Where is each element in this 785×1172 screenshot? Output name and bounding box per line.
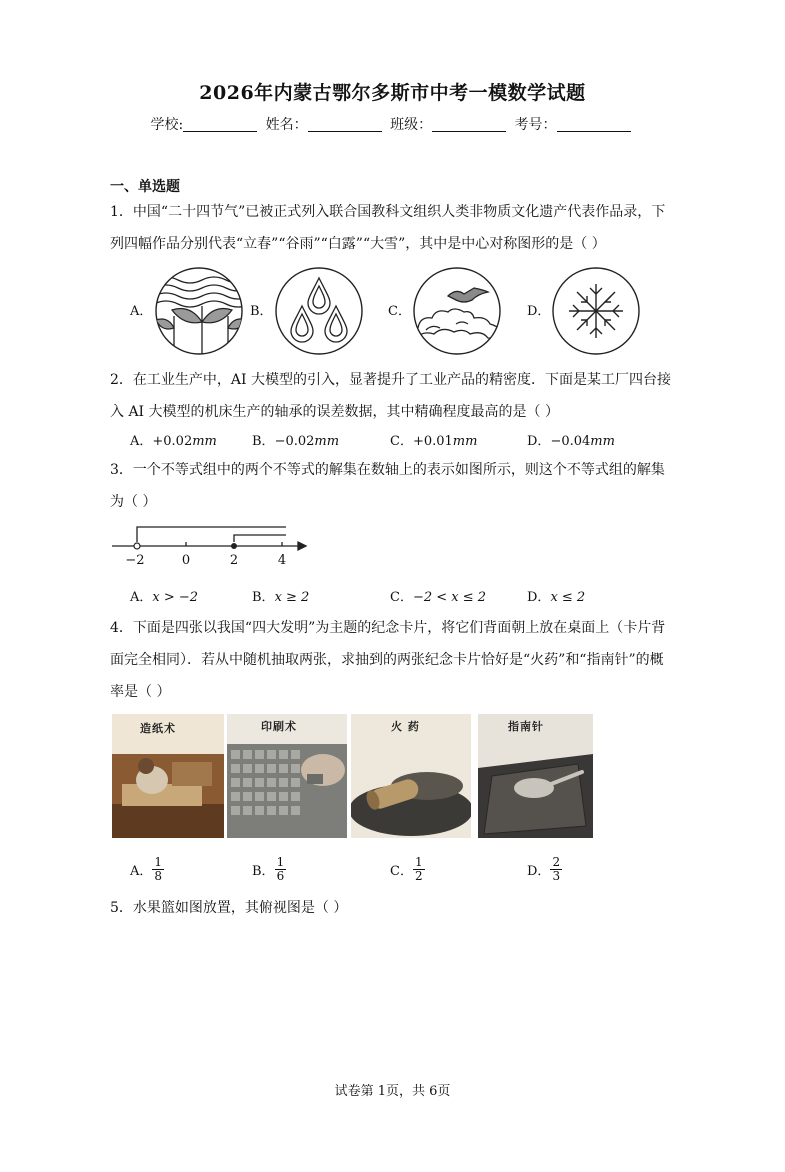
question-4-line-3: 率是（ ） [110, 684, 171, 700]
q4-option-d: D． $\frac{2}{3}$ [527, 855, 561, 883]
q2-option-a: A．+0.02mm [130, 434, 217, 449]
page-footer: 试卷第 1页，共 6页 [334, 1084, 451, 1099]
card-label-papermaking: 造纸术 [140, 722, 176, 735]
number-line-arrow [298, 542, 306, 550]
q1-option-c-label: C． [388, 304, 411, 319]
student-info-line [0, 114, 785, 134]
open-point-minus-2 [134, 543, 140, 549]
q2-option-d: D．−0.04mm [527, 434, 615, 449]
q3-option-c: C．−2 < x ≤ 2 [390, 590, 487, 605]
question-5-line-1: 5．水果篮如图放置，其俯视图是（ ） [110, 900, 348, 916]
tick-4: 4 [277, 553, 287, 568]
q1-option-b-label: B． [250, 304, 273, 319]
question-1 [110, 196, 680, 260]
card-papermaking [112, 714, 224, 838]
number-label: 考号： [514, 117, 557, 133]
question-4-line-1: 4．下面是四张以我国“四大发明”为主题的纪念卡片，将它们背面朝上放在桌面上（卡片背 [110, 620, 666, 636]
number-line-diagram [108, 520, 318, 570]
guyu-raindrop-icon [274, 266, 364, 356]
q4-option-a: A． $\frac{1}{8}$ [130, 855, 163, 883]
q3-option-a: A．x > −2 [130, 590, 199, 605]
school-blank [183, 117, 257, 132]
number-blank [557, 117, 631, 132]
question-4 [110, 612, 680, 708]
section-heading: 一、单选题 [110, 179, 180, 195]
bailu-bird-cloud-icon [412, 266, 502, 356]
question-5 [110, 892, 680, 924]
question-2 [110, 364, 680, 428]
lichun-sprout-icon [154, 266, 244, 356]
q2-option-c: C．+0.01mm [390, 434, 478, 449]
q1-option-d-label: D． [527, 304, 551, 319]
q4-option-b: B． $\frac{1}{6}$ [252, 855, 285, 883]
solution-ray-ge-2 [234, 535, 286, 542]
card-compass [478, 714, 593, 838]
tick-0: 0 [181, 553, 191, 568]
card-label-compass: 指南针 [508, 720, 544, 733]
question-3 [110, 454, 680, 518]
q3-option-d: D．x ≤ 2 [527, 590, 586, 605]
question-2-line-2: 入 AI 大模型的机床生产的轴承的误差数据，其中精确程度最高的是（ ） [110, 404, 559, 420]
tick-minus-2: −2 [125, 553, 145, 568]
q4-option-c: C． $\frac{1}{2}$ [390, 855, 423, 883]
q2-option-b: B．−0.02mm [252, 434, 340, 449]
question-2-line-1: 2．在工业生产中，AI 大模型的引入，显著提升了工业产品的精密度．下面是某工厂四台接 [110, 372, 671, 388]
class-blank [432, 117, 506, 132]
question-1-line-1: 1．中国“二十四节气”已被正式列入联合国教科文组织人类非物质文化遗产代表作品录，下 [110, 204, 666, 220]
page-title: 2026年内蒙古鄂尔多斯市中考一模数学试题 [199, 82, 586, 104]
card-gunpowder [351, 714, 471, 838]
name-label: 姓名： [265, 117, 308, 133]
class-label: 班级： [390, 117, 433, 133]
daxue-snowflake-icon [551, 266, 641, 356]
question-4-line-2: 面完全相同）．若从中随机抽取两张，求抽到的两张纪念卡片恰好是“火药”和“指南针”的概 [110, 652, 664, 668]
question-1-line-2: 列四幅作品分别代表“立春”“谷雨”“白露”“大雪”，其中是中心对称图形的是（ ） [110, 236, 606, 252]
closed-point-2 [231, 543, 237, 549]
tick-2: 2 [229, 553, 239, 568]
card-printing [227, 714, 347, 838]
question-3-line-1: 3．一个不等式组中的两个不等式的解集在数轴上的表示如图所示，则这个不等式组的解集 [110, 462, 665, 478]
name-blank [308, 117, 382, 132]
card-label-gunpowder: 火 药 [391, 720, 420, 733]
q1-option-a-label: A． [130, 304, 153, 319]
card-label-printing: 印刷术 [261, 720, 297, 733]
question-3-line-2: 为（ ） [110, 494, 157, 510]
school-label: 学校: [150, 117, 184, 133]
q3-option-b: B．x ≥ 2 [252, 590, 310, 605]
